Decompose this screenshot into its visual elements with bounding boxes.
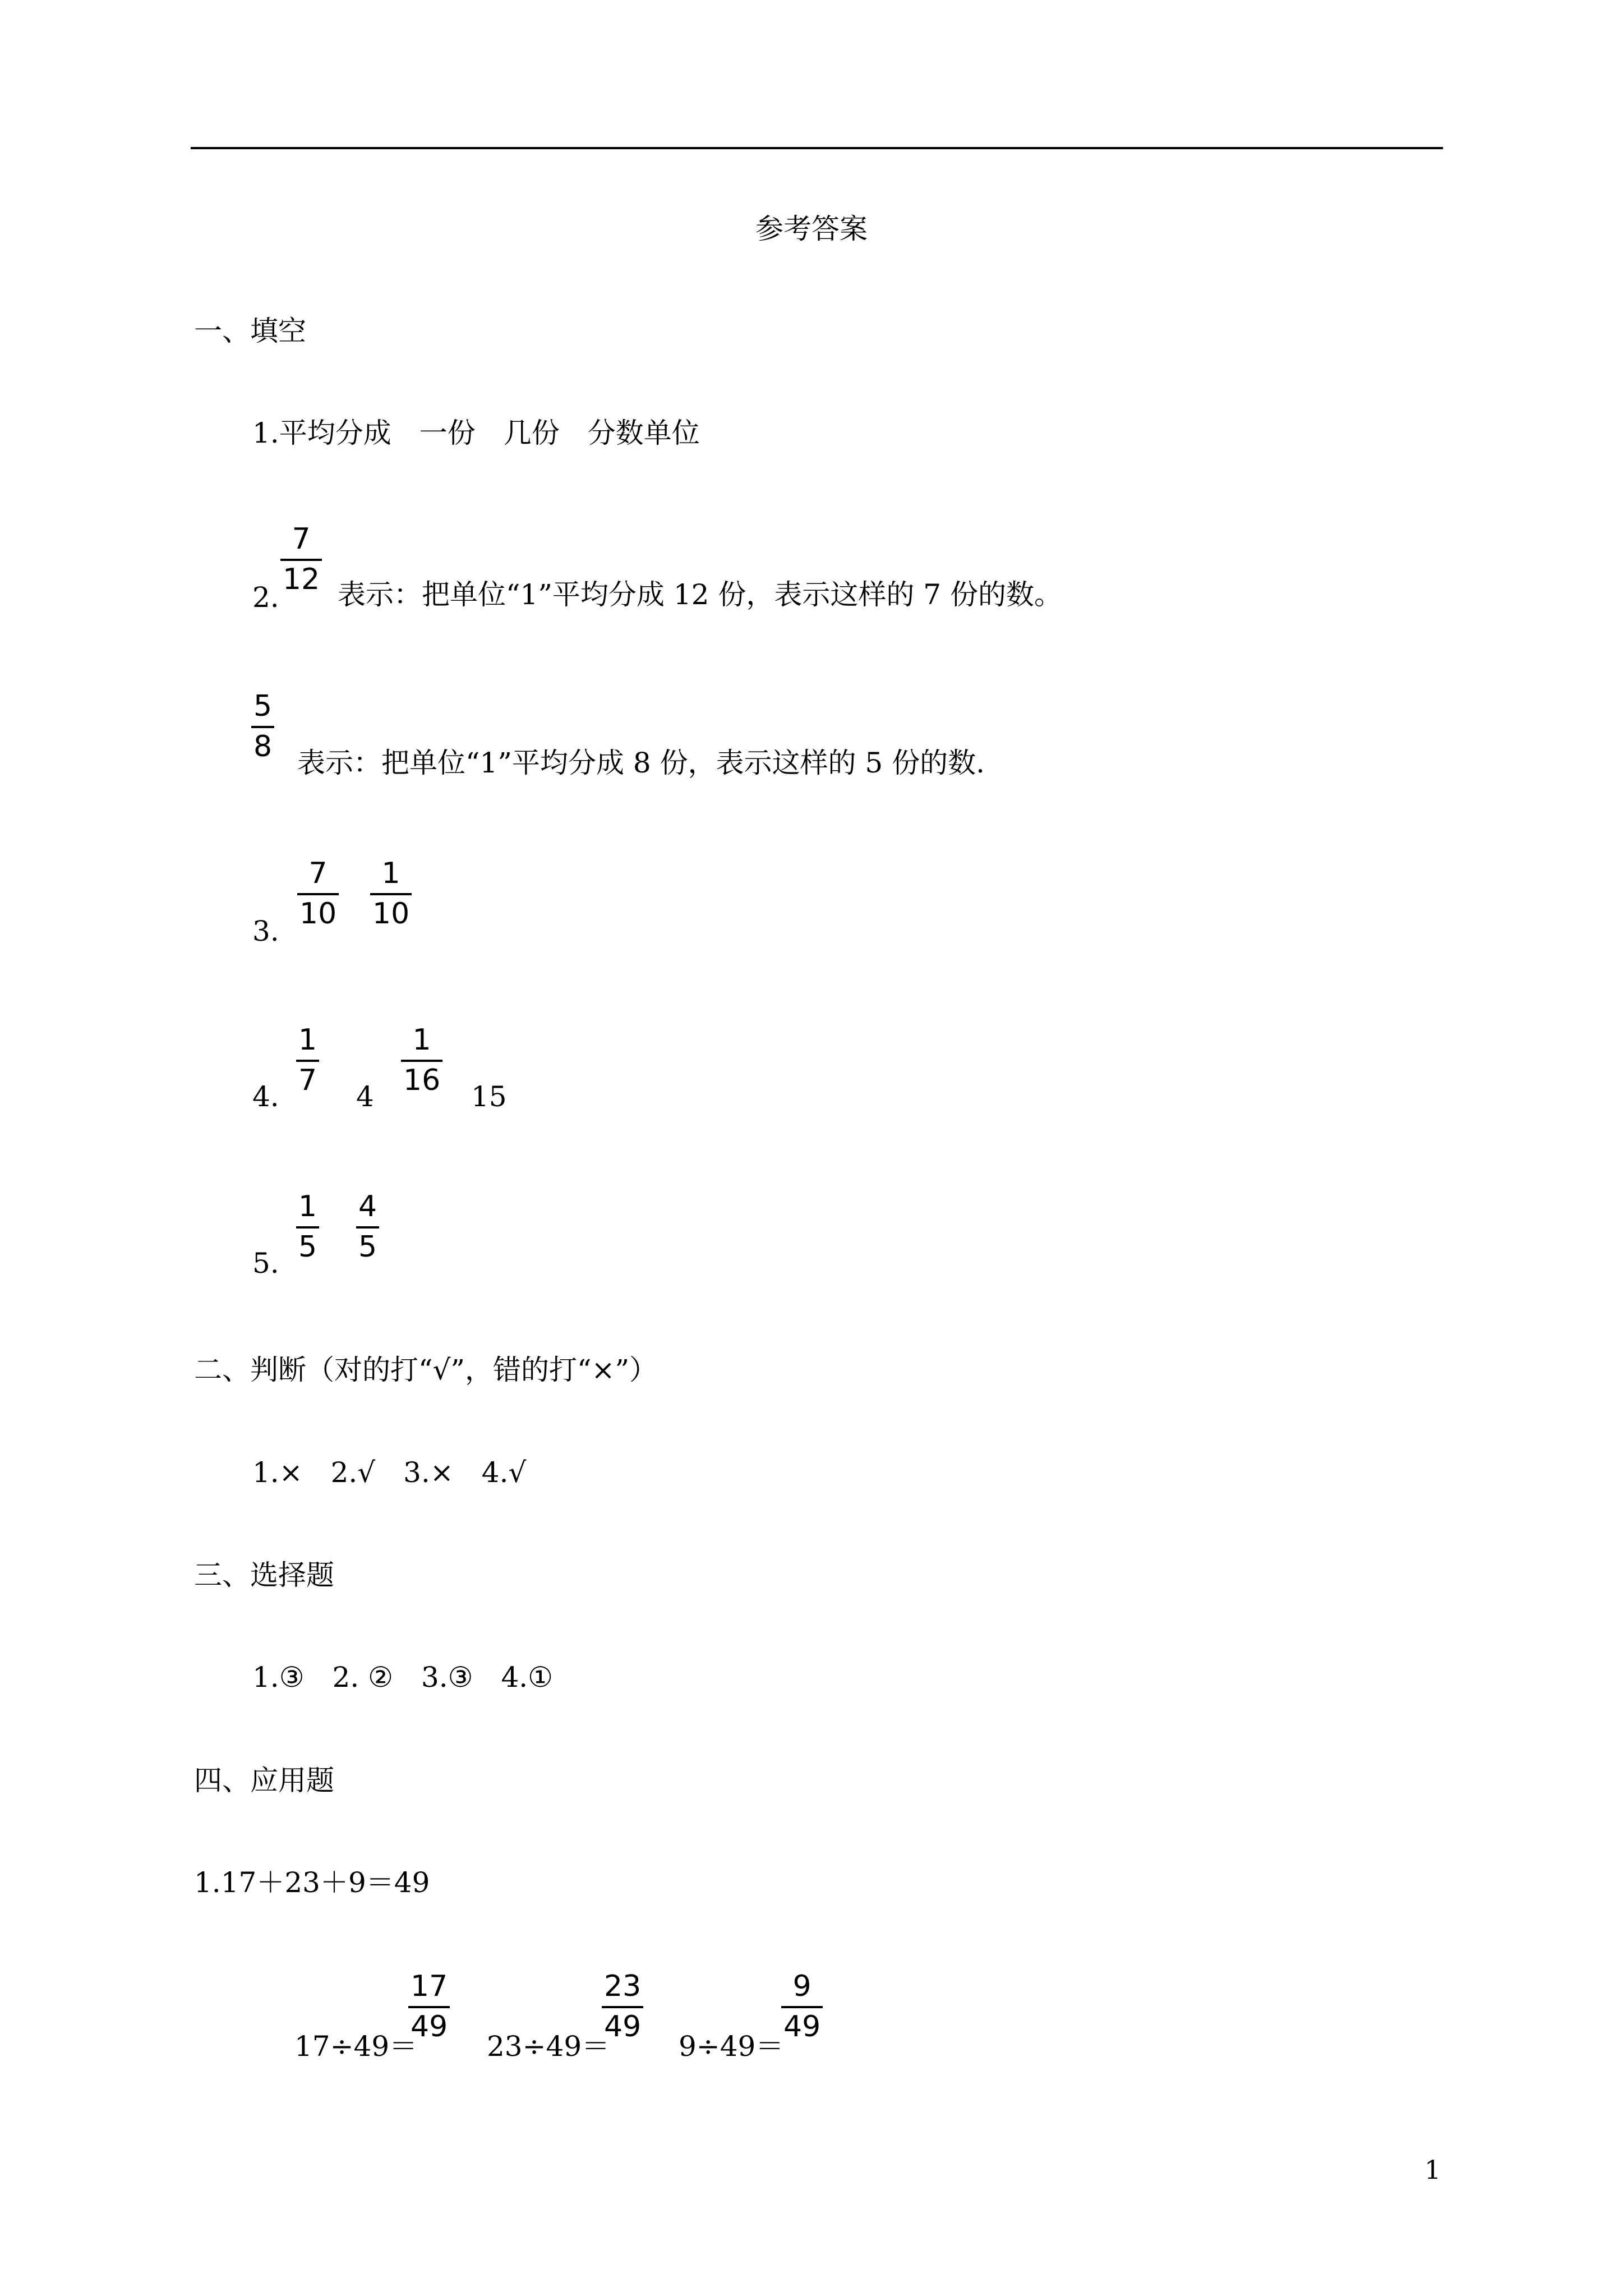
section-4-heading: 四、应用题 <box>194 1764 334 1797</box>
answer-1-3-number: 3. <box>252 915 279 947</box>
fraction-4-5 <box>356 1190 379 1263</box>
fraction-numerator: 23 <box>604 1970 642 2003</box>
fraction-denominator: 5 <box>358 1230 377 1264</box>
fraction-7-10 <box>297 857 339 930</box>
fraction-denominator: 10 <box>299 897 337 931</box>
fraction-denominator: 7 <box>298 1064 317 1097</box>
fraction-numerator: 7 <box>308 857 328 890</box>
answer-1-2-number: 2. <box>252 581 279 614</box>
section-2-answers: 1.× 2.√ 3.× 4.√ <box>252 1456 527 1489</box>
fraction-numerator: 1 <box>412 1023 431 1057</box>
section-2-heading: 二、判断（对的打“√”，错的打“×”） <box>194 1354 658 1386</box>
fraction-denominator: 49 <box>604 2010 642 2044</box>
section-1-heading: 一、填空 <box>194 315 306 347</box>
section-3-answers: 1.③ 2. ② 3.③ 4.① <box>252 1661 554 1694</box>
fraction-numerator: 9 <box>792 1970 811 2003</box>
fraction-17-49 <box>408 1970 450 2043</box>
division-2: 23÷49＝ <box>487 2030 610 2063</box>
fraction-numerator: 5 <box>253 689 273 723</box>
answer-1-4-middle: 4 <box>356 1080 374 1113</box>
section-3-heading: 三、选择题 <box>194 1559 334 1591</box>
fraction-denominator: 10 <box>372 897 410 931</box>
fraction-denominator: 8 <box>253 730 273 763</box>
fraction-denominator: 12 <box>283 563 320 596</box>
answer-1-2-text: 表示：把单位“1”平均分成 12 份，表示这样的 7 份的数。 <box>338 578 1062 611</box>
fraction-numerator: 17 <box>411 1970 448 2003</box>
answer-1-4-end: 15 <box>471 1080 507 1113</box>
page-title: 参考答案 <box>755 213 868 245</box>
answer-1-1: 1.平均分成 一份 几份 分数单位 <box>252 417 700 449</box>
division-3: 9÷49＝ <box>679 2030 784 2063</box>
fraction-denominator: 49 <box>783 2010 821 2044</box>
answer-1-5-number: 5. <box>252 1247 279 1280</box>
fraction-numerator: 7 <box>292 522 311 556</box>
fraction-numerator: 4 <box>358 1190 377 1223</box>
fraction-denominator: 16 <box>403 1064 441 1097</box>
fraction-1-16 <box>401 1024 442 1097</box>
fraction-23-49 <box>602 1970 643 2043</box>
fraction-1-5 <box>296 1190 319 1263</box>
fraction-5-8 <box>251 690 274 763</box>
fraction-numerator: 1 <box>298 1023 317 1057</box>
fraction-denominator: 49 <box>411 2010 448 2044</box>
page-number: 1 <box>1424 2155 1441 2185</box>
division-1: 17÷49＝ <box>294 2030 418 2063</box>
fraction-1-7 <box>296 1024 319 1097</box>
fraction-9-49 <box>781 1970 823 2043</box>
fraction-numerator: 1 <box>381 857 400 890</box>
fraction-1-10 <box>370 857 412 930</box>
fraction-numerator: 1 <box>298 1190 317 1223</box>
answer-1-4-number: 4. <box>252 1080 279 1113</box>
fraction-7-12 <box>280 523 322 596</box>
answer-4-1-equation: 1.17＋23＋9＝49 <box>194 1866 430 1899</box>
header-rule <box>191 147 1443 149</box>
fraction-denominator: 5 <box>298 1230 317 1264</box>
answer-1-2b-text: 表示：把单位“1”平均分成 8 份，表示这样的 5 份的数. <box>297 747 985 779</box>
